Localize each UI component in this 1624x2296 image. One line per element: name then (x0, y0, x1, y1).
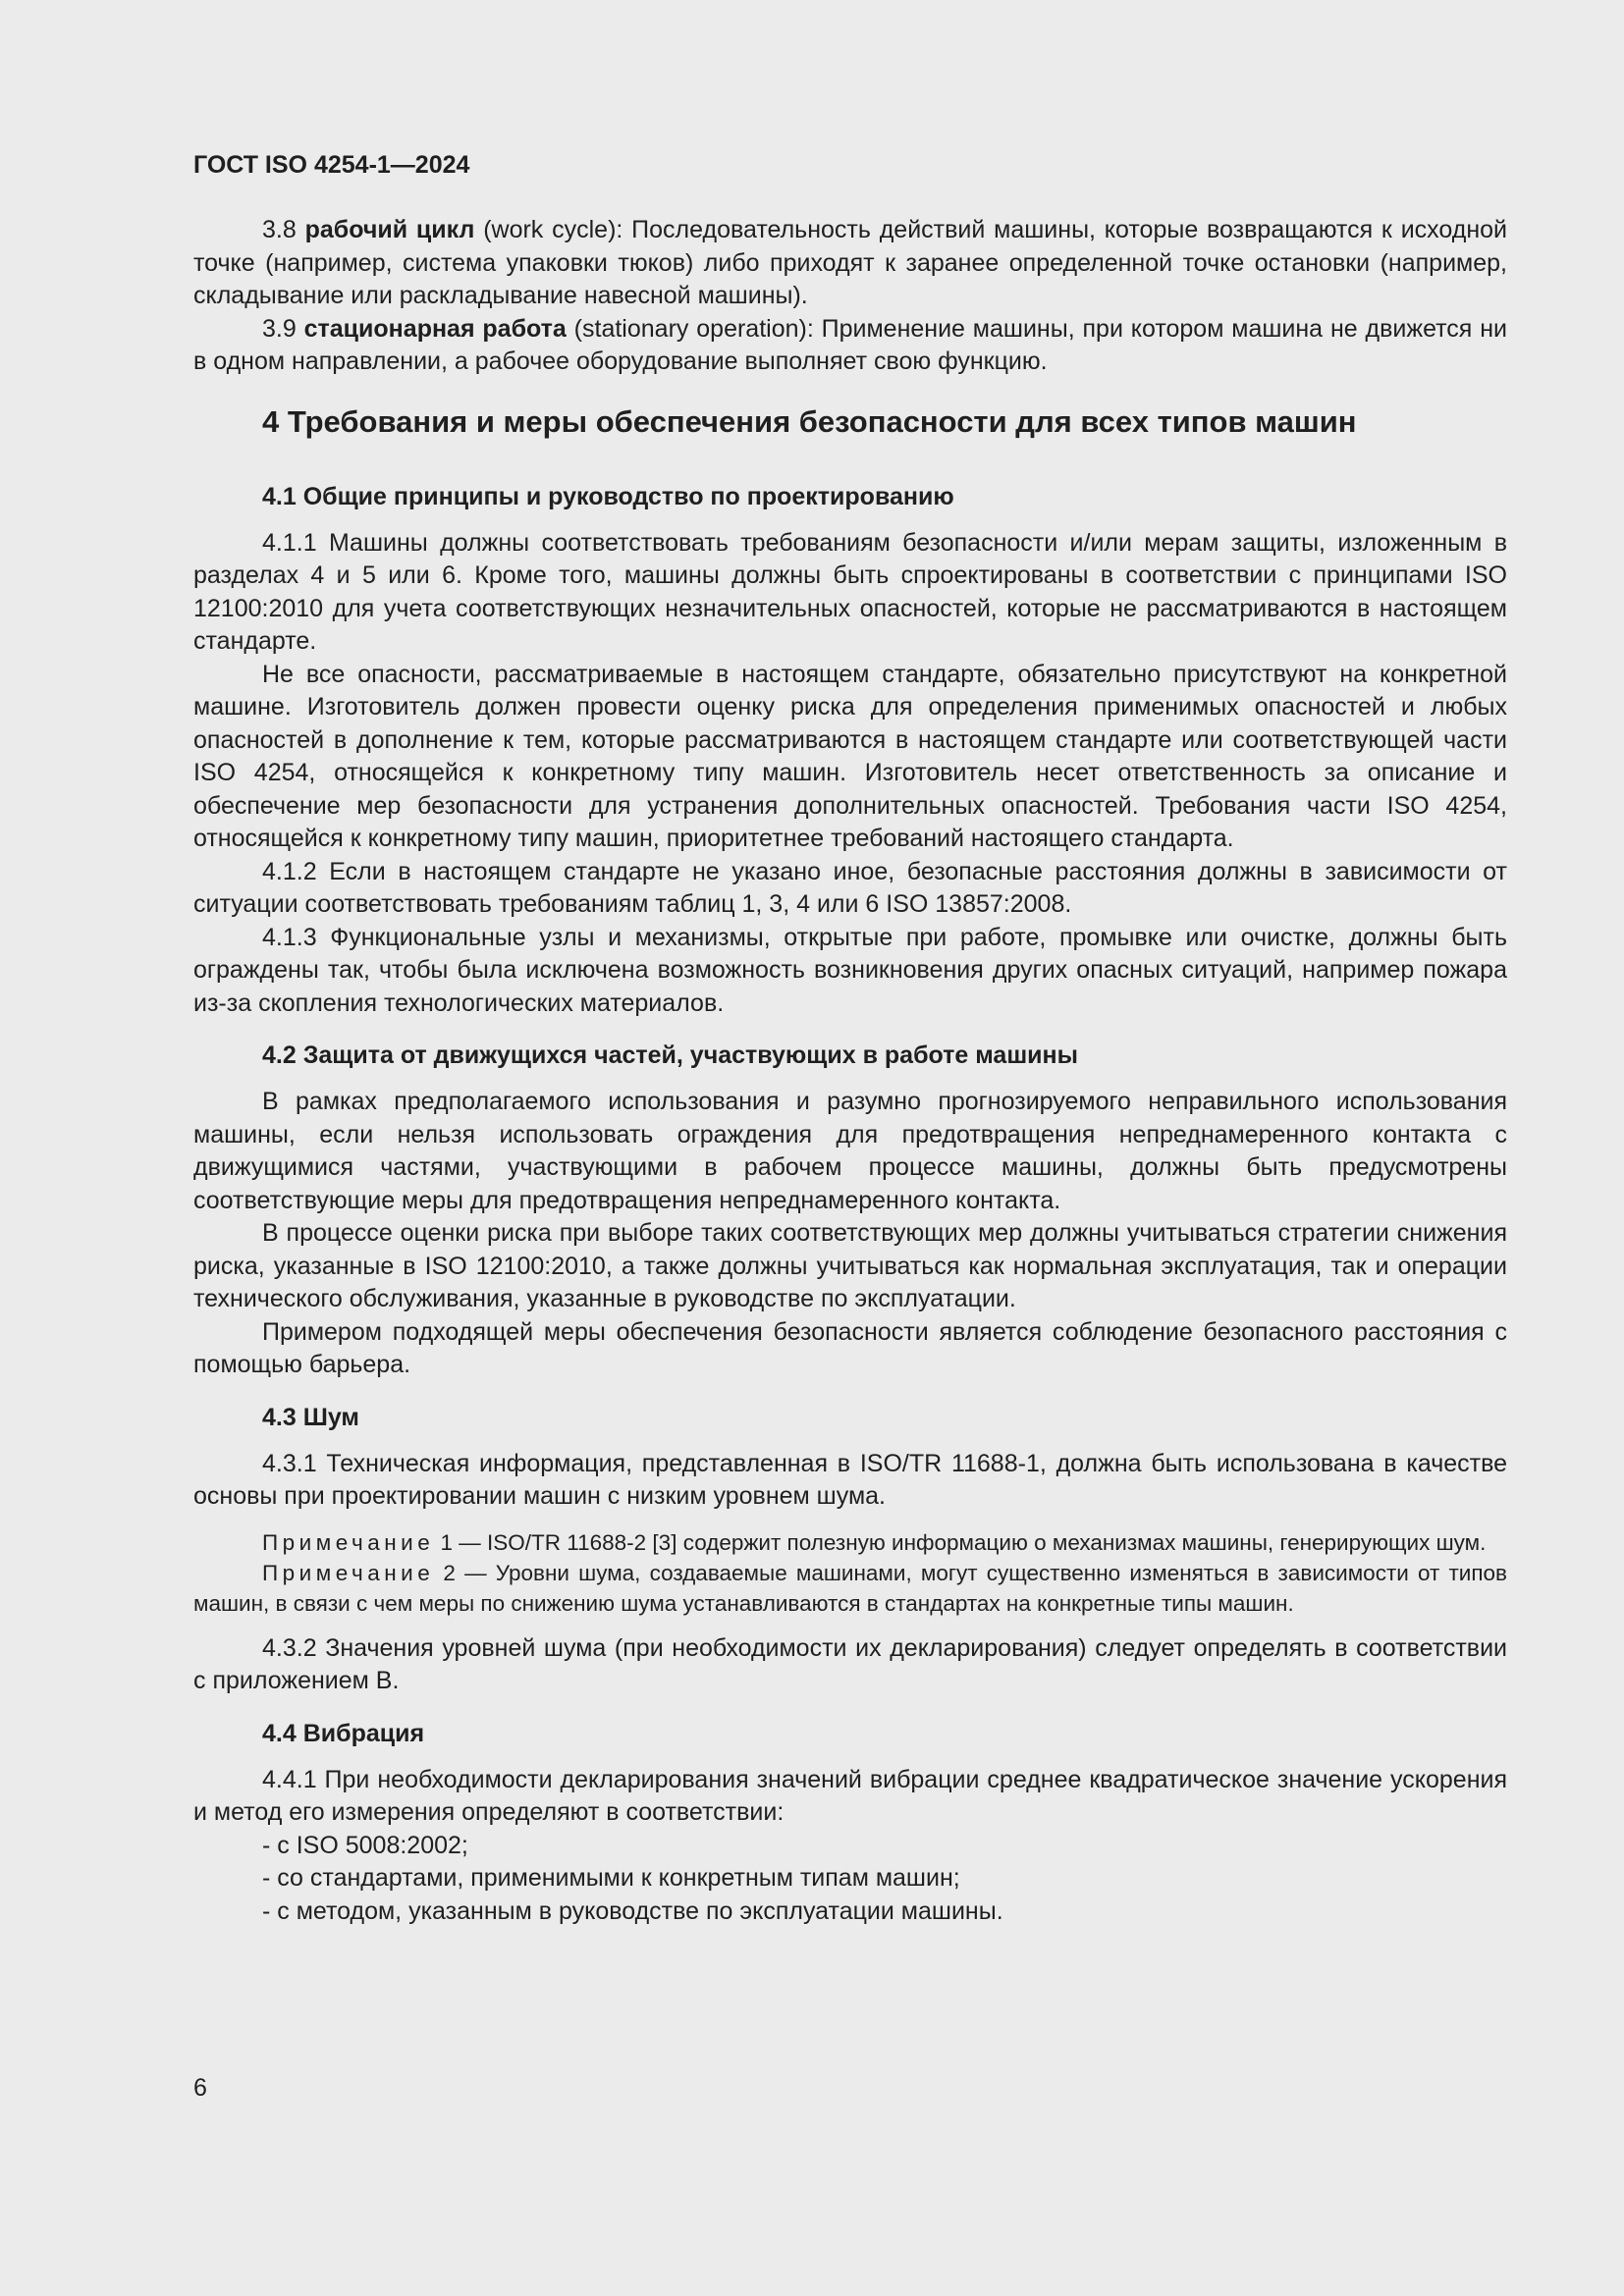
document-header: ГОСТ ISO 4254-1—2024 (193, 151, 470, 179)
definition-3-9: 3.9 стационарная работа (stationary operation): Применение машины, при котором машина не движется ни в одном направлении, а рабочее оборудование выполняет свою функцию. (193, 314, 1507, 375)
section-4-heading: 4 Требования и меры обеспечения безопасности для всех типов машин (262, 403, 1357, 439)
subsection-4-1-heading: 4.1 Общие принципы и руководство по проектированию (262, 482, 954, 510)
document-page (193, 145, 1507, 1928)
paragraph: Не все опасности, рассматриваемые в настоящем стандарте, обязательно присутствуют на конкретной машине. Изготовитель должен провести оценку риска для определения применимых опасностей и любых опасностей в дополнение к тем, которые рассматриваются в настоящем стандарте или соответствующей части ISO 4254, относящейся к конкретному типу машин. Изготовитель несет ответственность за описание и обеспечение мер безопасности для устранения дополнительных опасностей. Требования части ISO 4254, относящейся к конкретному типу машин, приоритетнее требований настоящего стандарта. (193, 660, 1507, 852)
paragraph-4-3-1: 4.3.1 Техническая информация, представленная в ISO/TR 11688-1, должна быть использована в качестве основы при проектировании машин с низким уровнем шума. (193, 1449, 1507, 1510)
subsection-4-4-heading: 4.4 Вибрация (262, 1719, 425, 1747)
requirements-list (193, 1830, 1507, 1929)
list-item: - с методом, указанным в руководстве по эксплуатации машины. (262, 1896, 1003, 1925)
paragraph-4-3-2: 4.3.2 Значения уровней шума (при необходимости их декларирования) следует определять в соответствии с приложением В. (193, 1633, 1507, 1694)
term-bold: рабочий цикл (304, 216, 475, 243)
paragraph-4-1-3: 4.1.3 Функциональные узлы и механизмы, открытые при работе, промывке или очистке, должны быть ограждены так, чтобы была исключена возможность возникновения других опасных ситуаций, например пожара из-за скопления технологических материалов. (193, 923, 1507, 1017)
paragraph-4-1-1: 4.1.1 Машины должны соответствовать требованиям безопасности и/или мерам защиты, изложенным в разделах 4 и 5 или 6. Кроме того, машины должны быть спроектированы в соответствии с принципами ISO 12100:2010 для учета соответствующих незначительных опасностей, которые не рассматриваются в настоящем стандарте. (193, 528, 1507, 655)
list-item: - со стандартами, применимыми к конкретным типам машин; (262, 1864, 960, 1892)
list-item: - с ISO 5008:2002; (262, 1831, 468, 1859)
paragraph-4-4-1: 4.4.1 При необходимости декларирования значений вибрации среднее квадратическое значение ускорения и метод его измерения определяют в соответствии: (193, 1765, 1507, 1826)
note-1: Примечание 1 — ISO/TR 11688-2 [3] содержит полезную информацию о механизмах машины, генерирующих шум. (262, 1529, 1487, 1555)
term-bold: стационарная работа (303, 314, 567, 343)
paragraph: В процессе оценки риска при выборе таких соответствующих мер должны учитываться стратегии снижения риска, указанные в ISO 12100:2010, а также должны учитываться как нормальная эксплуатация, так и операции технического обслуживания, указанные в руководстве по эксплуатации. (193, 1219, 1507, 1312)
subsection-4-2-heading: 4.2 Защита от движущихся частей, участвующих в работе машины (262, 1041, 1078, 1069)
page-number: 6 (193, 2074, 207, 2102)
paragraph-4-1-2: 4.1.2 Если в настоящем стандарте не указано иное, безопасные расстояния должны в зависимости от ситуации соответствовать требованиям таблиц 1, 3, 4 или 6 ISO 13857:2008. (193, 857, 1507, 918)
note-label: Примечание (262, 1529, 435, 1555)
paragraph: В рамках предполагаемого использования и разумно прогнозируемого неправильного использования машины, если нельзя использовать ограждения для предотвращения непреднамеренного контакта с движущимися частями, участвующими в рабочем процессе машины, должны быть предусмотрены соответствующие меры для предотвращения непреднамеренного контакта. (193, 1088, 1507, 1214)
note-label: Примечание (262, 1560, 435, 1585)
definition-3-8: 3.8 рабочий цикл (work cycle): Последовательность действий машины, которые возвращаются к исходной точке (например, система упаковки тюков) либо приходят к заранее определенной точке остановки (например, складывание или раскладывание навесной машины). (193, 216, 1507, 309)
paragraph: Примером подходящей меры обеспечения безопасности является соблюдение безопасного расстояния с помощью барьера. (193, 1317, 1507, 1378)
note-2: Примечание 2 — Уровни шума, создаваемые машинами, могут существенно изменяться в зависимости от типов машин, в связи с чем меры по снижению шума устанавливаются в стандартах на конкретные типы машин. (193, 1560, 1507, 1616)
subsection-4-3-heading: 4.3 Шум (262, 1403, 359, 1431)
